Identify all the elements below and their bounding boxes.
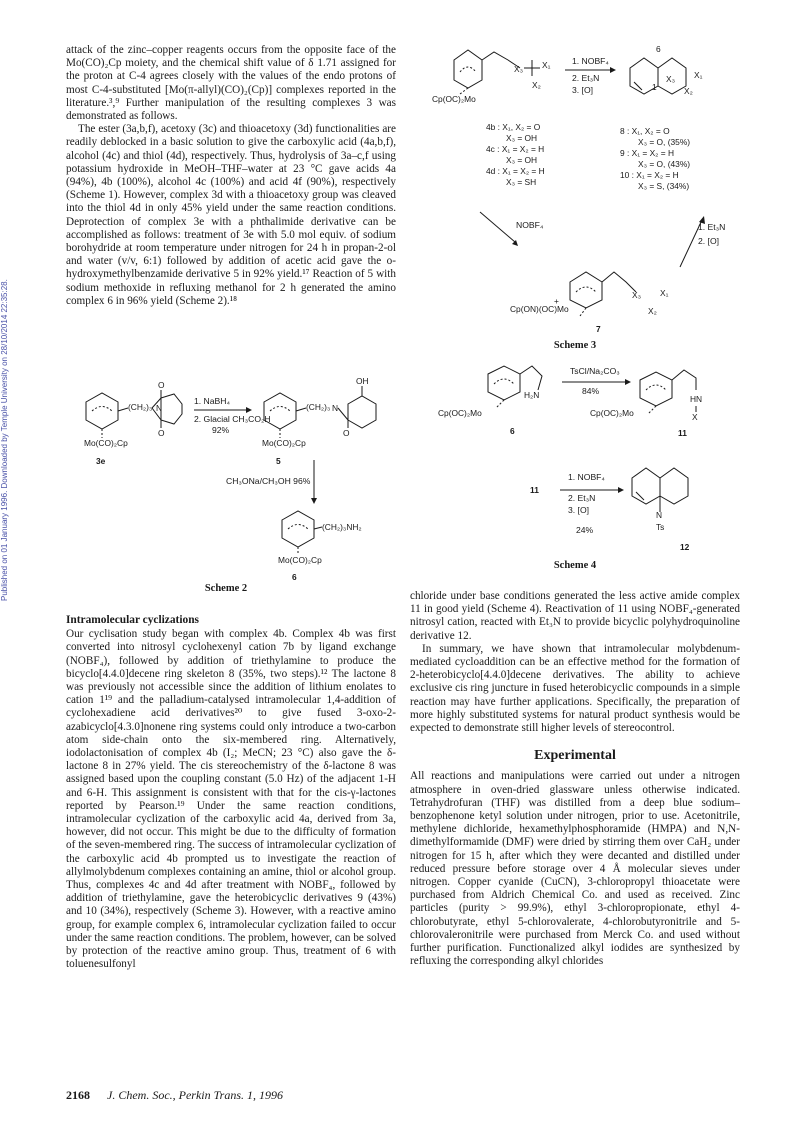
atom-label: HN: [690, 394, 703, 404]
scheme-3-caption: Scheme 3: [553, 340, 597, 351]
atom-label: X₂: [648, 306, 657, 316]
page-footer: [66, 1088, 283, 1103]
section-heading: Experimental: [534, 748, 616, 764]
page-number: 2168: [66, 1088, 90, 1102]
reagent-label: 1. NaBH₄: [194, 396, 230, 406]
compound-number: 7: [596, 324, 601, 334]
substituent-list-left: 4b : X₁, X₂ = O X₃ = OH 4c : X₁ = X₂ = H X₃ = OH 4d : X₁ = X₂ = H X₃ = SH: [486, 122, 545, 187]
metal-label: Cp(OC)₂Mo: [590, 408, 634, 418]
atom-label: X₁: [542, 60, 551, 70]
reagent-label: 1. NOBF₄: [572, 56, 609, 66]
atom-label: OH: [356, 376, 369, 386]
atom-label: X₁: [660, 288, 669, 298]
paragraph: All reactions and manipulations were carried out under a nitrogen atmosphere in oven-dried glassware unless otherwise indicated. Tetrahydrofuran (THF) was distilled from a deep blue sodium–benzophenone ketyl solution under nitrogen, prior to use. Acetonitrile, methylene dichloride, hexamethylphosphoramide (HMPA) and N,N-dimethylformamide (DMF) were dried by stirring them over CaH₂ under nitrogen for 15 h, after which they were decanted and distilled under reduced pressure before storage over 4 Å molecular sieves under nitrogen. Copper cyanide (CuCN), 3-chloropropyl thioacetate were purchased from Aldrich Chemical Co. and used as received. Zinc particles (purity > 99.9%), ethyl 3-chloropropionate, ethyl 4-chlorobutyrate, ethyl 5-chlorovalerate, 4-chlorobutyronitrile and 5-chlorovaleronitrile were purchased from Merck Co. and used without further purification. Functionalized alkyl iodides are synthesized by refluxing the corresponding alkyl chlorides: [410, 770, 740, 968]
paragraph: In summary, we have shown that intramolecular molybdenum-mediated cycloaddition can be an effective method for the formation of 2-heterobicyclo[4.4.0]decene derivatives. The ability to achieve exclusive cis ring juncture in fused heterobicyclic compounds in a simple reaction may have further applications. Specifically, the preparation of more highly substituted systems for natural product synthesis would be expected to demonstrate still higher levels of stereocontrol.: [410, 642, 740, 735]
atom-label: N: [332, 403, 339, 413]
reagent-label: CH₃ONa/CH₃OH 96%: [226, 476, 311, 486]
compound-number: 12: [680, 542, 690, 552]
reagent-label: TsCl/Na₂CO₃: [570, 366, 620, 376]
scheme-3: [420, 42, 750, 342]
metal-label: Cp(OC)₂Mo: [438, 408, 482, 418]
atom-label: X: [692, 412, 698, 422]
compound-number: 3e: [96, 456, 106, 466]
metal-label: Mo(CO)₂Cp: [262, 438, 306, 448]
chain-label: (CH₂)₃: [128, 402, 153, 412]
reagent-label: 3. [O]: [568, 505, 590, 515]
metal-label: Mo(CO)₂Cp: [84, 438, 128, 448]
paragraph: The ester (3a,b,f), acetoxy (3c) and thioacetoxy (3d) functionalities are readily deblocked in a basic solution to give the carboxylic acid (4a,b,f), alcohol (4c) and thiol (4d), respectively. Thus, hydrolysis of 3a–c,f using potassium hydroxide in MeOH–THF–water at 23 °C gave acids 4a (94%), 4b (100%), alcohol 4c (100%) and acid 4f (90%), respectively (Scheme 1). However, complex 3d with a thioacetoxy group was cleaved into the thiol 4d in only 45% yield under the same reaction conditions. Deprotection of complex 3e with a phthalimide derivative can be accomplished as follows: treatment of 3e with 5.0 mol equiv. of sodium borohydride at room temperature under nitrogen for 24 h in propan-2-ol and water (v/v, 6:1) followed by addition of acetic acid gave the o-hydroxymethylbenzamide derivative 5 in 92% yield.¹⁷ Reaction of 5 with sodium methoxide in refluxing methanol for 2 h generated the amino complex 6 in 96% yield (Scheme 2).¹⁸: [66, 123, 396, 307]
reagent-label: 3. [O]: [572, 85, 594, 95]
compound-number: 6: [510, 426, 515, 436]
chain-label: (CH₂)₃NH₂: [322, 522, 362, 532]
scheme-4: [420, 360, 750, 570]
substituent-list-right: 8 : X₁, X₂ = O X₃ = O, (35%) 9 : X₁ = X₂ = H X₃ = O, (43%) 10 : X₁ = X₂ = H X₃ = S, (34%): [620, 126, 691, 191]
atom-label: X₃: [632, 290, 641, 300]
reagent-label: 2. Et₃N: [572, 73, 600, 83]
atom-label: +: [554, 296, 559, 306]
atom-label: N: [656, 510, 663, 520]
chain-label: (CH₂)₃: [306, 402, 331, 412]
reagent-label: 2. Glacial CH₃CO₂H: [194, 414, 271, 424]
atom-label: 1: [652, 82, 657, 92]
atom-label: X₃: [666, 74, 675, 84]
reagent-label: NOBF₄: [516, 220, 544, 230]
reagent-label: 1. Et₃N: [698, 222, 726, 232]
atom-label: 6: [656, 44, 661, 54]
atom-label: X₁: [694, 70, 703, 80]
left-column-top: [66, 44, 396, 308]
atom-label: O: [343, 428, 350, 438]
scheme-2-drawing: [66, 380, 396, 595]
atom-label: X₃: [514, 64, 523, 74]
scheme-2: [66, 376, 396, 595]
compound-number: 5: [276, 456, 281, 466]
section-heading: Intramolecular cyclizations: [66, 614, 199, 626]
scheme-2-caption: Scheme 2: [204, 583, 248, 594]
atom-label: H₂N: [524, 390, 540, 400]
reagent-label: 2. [O]: [698, 236, 720, 246]
reagent-label: 2. Et₃N: [568, 493, 596, 503]
paragraph: Our cyclisation study began with complex 4b. Complex 4b was first converted into nitrosyl cyclohexenyl cation 7b by ligand exchange (NOBF₄), followed by addition of triethylamine to produce the bicyclo[4.4.0]decene ring skeleton 8 (35%, two steps).¹² The lactone 8 was previously not accessible since the addition of lithium enolates to cation 1¹⁹ and the palladium-catalysed intramolecular 1,4-addition of cyclohexadiene acid derivatives²⁰ to give fused 3-oxo-2-azabicyclo[4.3.0]nonene ring systems could only introduce a two-carbon atom side-chain onto the six-membered ring. Alternatively, iodolactonisation of complex 4b (I₂; MeCN; 23 °C) also gave the δ-lactone 8 in 27% yield. The cis stereochemistry of the δ-lactone 8 was assigned based upon the coupling constant (5.0 Hz) of the adjacent 1-H and 6-H. This assignment is consistent with that for the cis-γ-lactones reported by Pearson.¹⁹ Under the same reaction conditions, intramolecular cyclization of the carboxylic acid 4a, derived from 3a, however, did not occur. This might be due to the difficulty of formation of the seven-membered ring. The success of intramolecular cyclization of the carboxylic acid 4b prompted us to investigate the reaction of allylmolybdenum complexes containing an amine, thiol or alcohol group. Thus, complexes 4c and 4d after treatment with NOBF₄, followed by addition of triethylamine, gave the heterobicyclic derivatives 9 (43%) and 10 (34%), respectively (Scheme 3). However, with a reactive amino group, for example complex 6, intramolecular cyclization failed to occur under the same reaction conditions. The problem, however, can be solved by protection of the reactive amino group. Thus, treatment of 6 with toluenesulfonyl: [66, 628, 396, 971]
compound-number: 6: [292, 572, 297, 582]
yield-label: 24%: [576, 525, 594, 535]
download-watermark: Published on 01 January 1996. Downloaded by Temple University on 28/10/2014 22:35:28.: [0, 279, 9, 601]
yield-label: 92%: [212, 425, 230, 435]
atom-label: N: [156, 403, 163, 413]
paragraph: chloride under base conditions generated the less active amide complex 11 in good yield (Scheme 4). Reactivation of 11 using NOBF₄-generated nitrosyl cation, reacted with Et₃N to provide bicyclic polyhydroquinoline derivative 12.: [410, 590, 740, 642]
metal-label: Mo(CO)₂Cp: [278, 555, 322, 565]
atom-label: O: [158, 380, 165, 390]
journal-citation: J. Chem. Soc., Perkin Trans. 1, 1996: [107, 1088, 283, 1102]
compound-number: 11: [530, 485, 539, 495]
atom-label: X₂: [684, 86, 693, 96]
left-column-bottom: [66, 614, 396, 971]
atom-label: O: [158, 428, 165, 438]
compound-number: 11: [678, 428, 687, 438]
atom-label: X₂: [532, 80, 541, 90]
scheme-4-caption: Scheme 4: [553, 560, 597, 571]
right-column: [410, 590, 740, 968]
metal-label: Cp(ON)(OC)Mo: [510, 304, 569, 314]
reagent-label: 1. NOBF₄: [568, 472, 605, 482]
yield-label: 84%: [582, 386, 600, 396]
metal-label: Cp(OC)₂Mo: [432, 94, 476, 104]
atom-label: Ts: [656, 522, 665, 532]
paragraph: attack of the zinc–copper reagents occurs from the opposite face of the Mo(CO)₂Cp moiety, and the chemical shift value of δ 1.71 assigned for the proton at C-4 agrees closely with the values of the endo protons of most C-4-substituted [Mo(π-allyl)(CO)₂(Cp)] complexes reported in the literature.³,⁹ Further manipulation of the resulting complexes 3 was demonstrated as follows.: [66, 44, 396, 123]
